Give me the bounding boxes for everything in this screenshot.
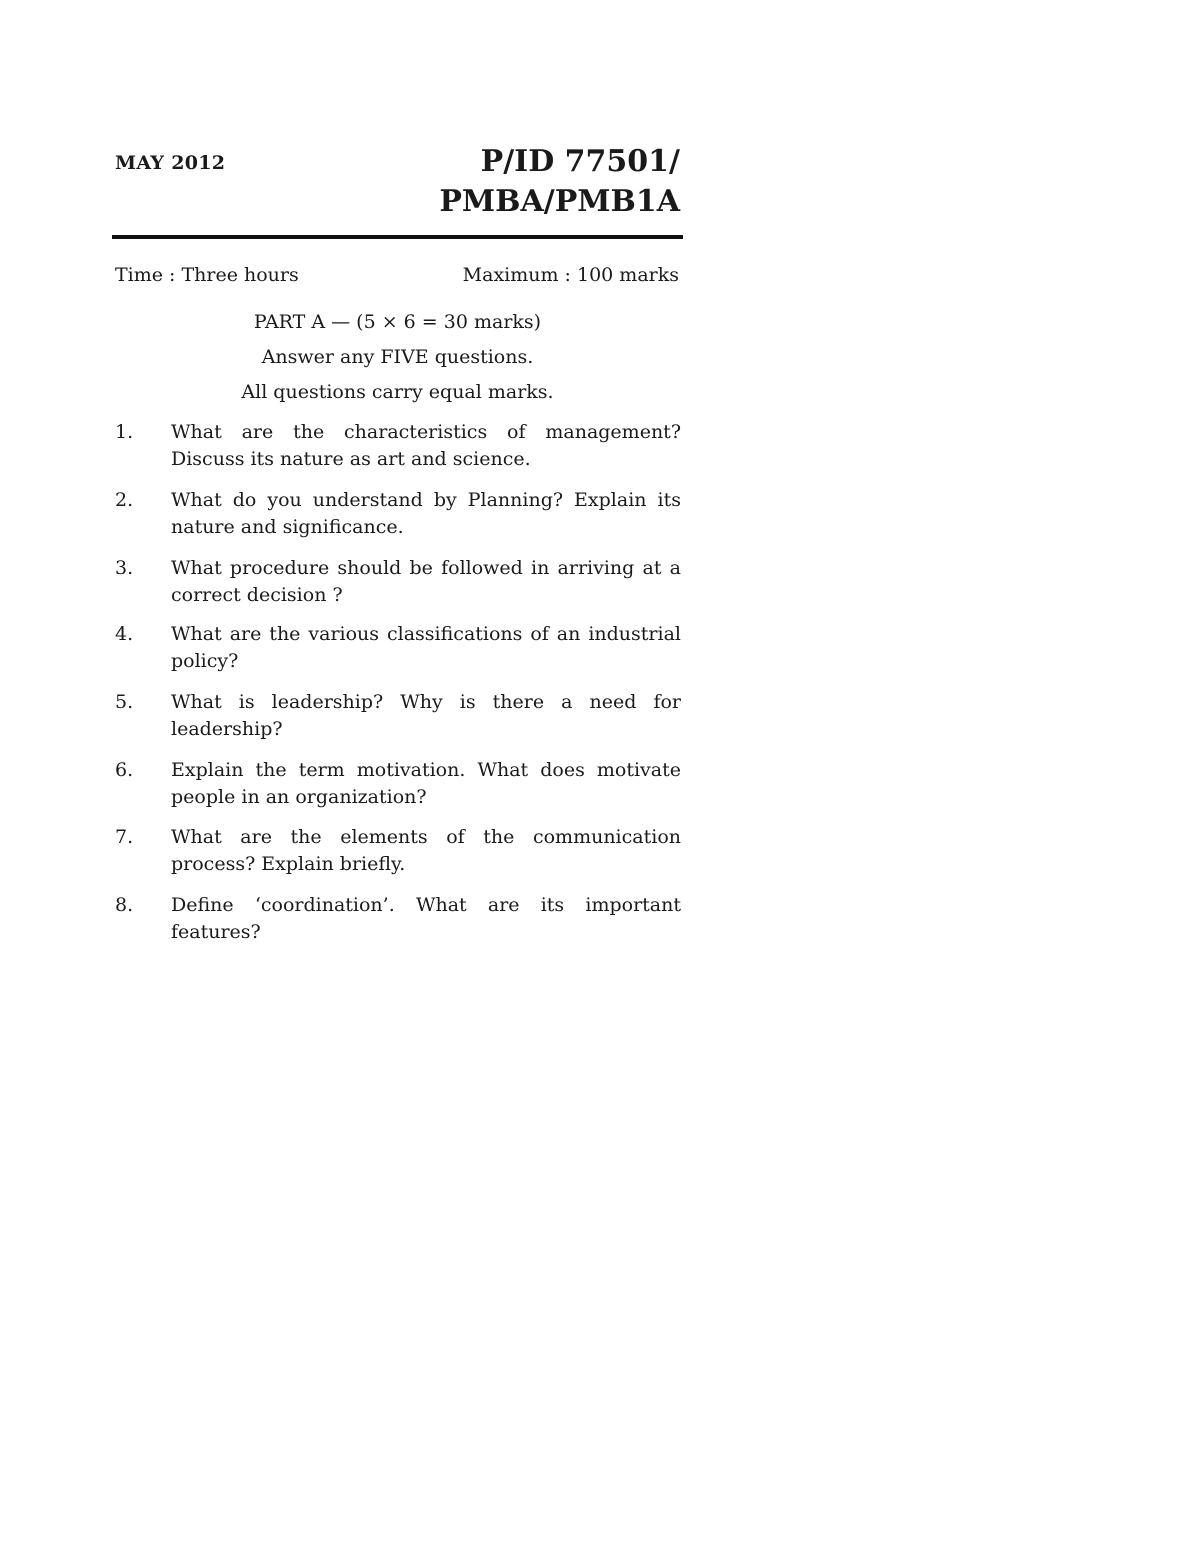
question-text: What are the various classifications of an industrial policy? xyxy=(171,623,681,672)
part-a-instruction-1: Answer any FIVE questions. xyxy=(261,346,534,368)
question-1 xyxy=(115,419,681,472)
question-7 xyxy=(115,824,681,877)
question-2 xyxy=(115,487,681,540)
question-3 xyxy=(115,555,681,608)
question-number: 1. xyxy=(115,421,134,443)
header-divider xyxy=(112,235,683,239)
question-number: 7. xyxy=(115,826,134,848)
question-text: What are the characteristics of management? Discuss its nature as art and science. xyxy=(171,421,681,470)
question-text: What are the elements of the communication process? Explain briefly. xyxy=(171,826,681,875)
paper-code xyxy=(439,142,680,222)
question-text: Explain the term motivation. What does motivate people in an organization? xyxy=(171,759,681,808)
question-5 xyxy=(115,689,681,742)
question-text: What is leadership? Why is there a need for leadership? xyxy=(171,691,681,740)
question-number: 8. xyxy=(115,894,134,916)
question-number: 2. xyxy=(115,489,134,511)
part-a-title: PART A — (5 × 6 = 30 marks) xyxy=(253,311,542,333)
question-text: Define ‘coordination’. What are its important features? xyxy=(171,894,681,943)
exam-date: MAY 2012 xyxy=(115,152,226,174)
question-4 xyxy=(115,621,681,674)
paper-code-line-1: P/ID 77501/ xyxy=(480,144,680,179)
question-number: 3. xyxy=(115,557,134,579)
question-6 xyxy=(115,757,681,810)
exam-duration: Time : Three hours xyxy=(115,264,299,286)
question-text: What do you understand by Planning? Explain its nature and significance. xyxy=(171,489,681,538)
paper-code-line-2: PMBA/PMB1A xyxy=(439,184,680,219)
question-number: 5. xyxy=(115,691,134,713)
maximum-marks: Maximum : 100 marks xyxy=(462,264,679,286)
question-text: What procedure should be followed in arriving at a correct decision ? xyxy=(171,557,681,606)
part-a-instruction-2: All questions carry equal marks. xyxy=(241,381,554,403)
question-number: 4. xyxy=(115,623,134,645)
question-8 xyxy=(115,892,681,945)
question-number: 6. xyxy=(115,759,134,781)
